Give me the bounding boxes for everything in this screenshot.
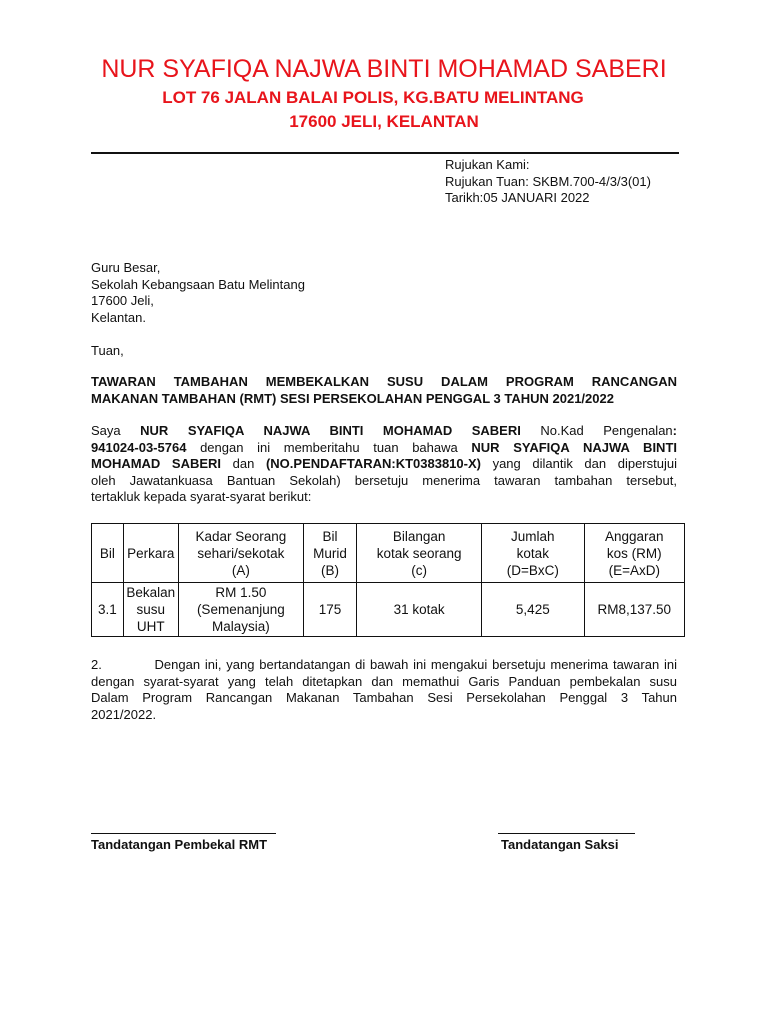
paragraph-line [91,440,677,457]
signature-label-supplier: Tandatangan Pembekal RMT [91,837,268,852]
supply-table [91,523,685,637]
letter-subject [91,374,677,407]
sender-name: NUR SYAFIQA NAJWA BINTI MOHAMAD SABERI [101,55,667,83]
table-cell: RM8,137.50 [584,583,684,637]
text: No.Kad Pengenalan [520,423,673,438]
supplier-name: NUR SYAFIQA NAJWA BINTI [471,439,678,455]
paragraph-line: Dalam Program Rancangan Makanan Tambahan Sesi Persekolahan Penggal 3 Tahun [91,690,677,705]
salutation: Tuan, [91,343,124,358]
sender-address-line1: LOT 76 JALAN BALAI POLIS, KG.BATU MELINTANG [162,88,584,107]
table-cell: Bekalan susu UHT [123,583,178,637]
colon: : [672,423,677,438]
table-cell: 31 kotak [357,583,482,637]
signature-line-supplier [91,833,276,834]
table-row [92,583,685,637]
recipient-address [91,260,305,326]
table-cell: 5,425 [482,583,584,637]
ic-number: 941024-03-5764 [91,439,187,455]
paragraph-line: oleh Jawatankuasa Bantuan Sekolah) bersetuju menerima tawaran tambahan tersebut, [91,472,677,488]
header-divider [91,152,679,154]
table-header-row [92,524,685,583]
rujukan-tuan: Rujukan Tuan: SKBM.700-4/3/3(01) [445,173,651,189]
header-cell: Anggaran kos (RM) (E=AxD) [584,524,684,583]
paragraph-line [91,456,677,473]
recipient-line: Sekolah Kebangsaan Batu Melintang [91,276,305,292]
paragraph-line: 2021/2022. [91,706,157,722]
text: dengan ini memberitahu tuan bahawa [186,439,472,455]
table-cell: RM 1.50 (Semenanjung Malaysia) [178,583,303,637]
paragraph-line [91,423,677,440]
header-cell: Kadar Seorang sehari/sekotak (A) [178,524,303,583]
reference-block [445,157,651,207]
subject-line: TAWARAN TAMBAHAN MEMBEKALKAN SUSU DALAM PROGRAM RANCANGAN [91,374,677,389]
text: yang dilantik dan diperstujui [480,456,677,471]
subject-line: MAKANAN TAMBAHAN (RMT) SESI PERSEKOLAHAN PENGGAL 3 TAHUN 2021/2022 [91,390,614,406]
paragraph-acceptance [91,657,677,723]
rujukan-kami: Rujukan Kami: [445,157,530,172]
text: dan [221,456,266,471]
table-cell: 175 [303,583,356,637]
registration-number: (NO.PENDAFTARAN:KT0383810-X) [265,456,481,471]
header-cell: Perkara [123,524,178,583]
table-cell: 3.1 [92,583,124,637]
header-cell: Bil [92,524,124,583]
supplier-name: MOHAMAD SABERI [91,456,222,471]
text: Saya [91,423,141,438]
paragraph-line: 2. Dengan ini, yang bertandatangan di bawah ini mengakui bersetuju menerima tawaran ini [91,657,677,672]
tarikh: Tarikh:05 JANUARI 2022 [445,190,590,205]
paragraph-line: dengan syarat-syarat yang telah ditetapkan dan memathui Garis Panduan pembekalan susu [91,673,677,689]
paragraph-line: tertakluk kepada syarat-syarat berikut: [91,489,312,504]
sender-address-line2: 17600 JELI, KELANTAN [289,112,479,131]
signature-label-witness: Tandatangan Saksi [501,837,619,852]
paragraph-offer [91,423,677,506]
recipient-line: 17600 Jeli, [91,293,154,308]
header-cell: Jumlah kotak (D=BxC) [482,524,584,583]
header-cell: Bilangan kotak seorang (c) [357,524,482,583]
header-cell: Bil Murid (B) [303,524,356,583]
recipient-line: Kelantan. [91,309,146,325]
supplier-name: NUR SYAFIQA NAJWA BINTI MOHAMAD SABERI [140,423,521,438]
recipient-line: Guru Besar, [91,260,161,275]
signature-line-witness [498,833,635,834]
